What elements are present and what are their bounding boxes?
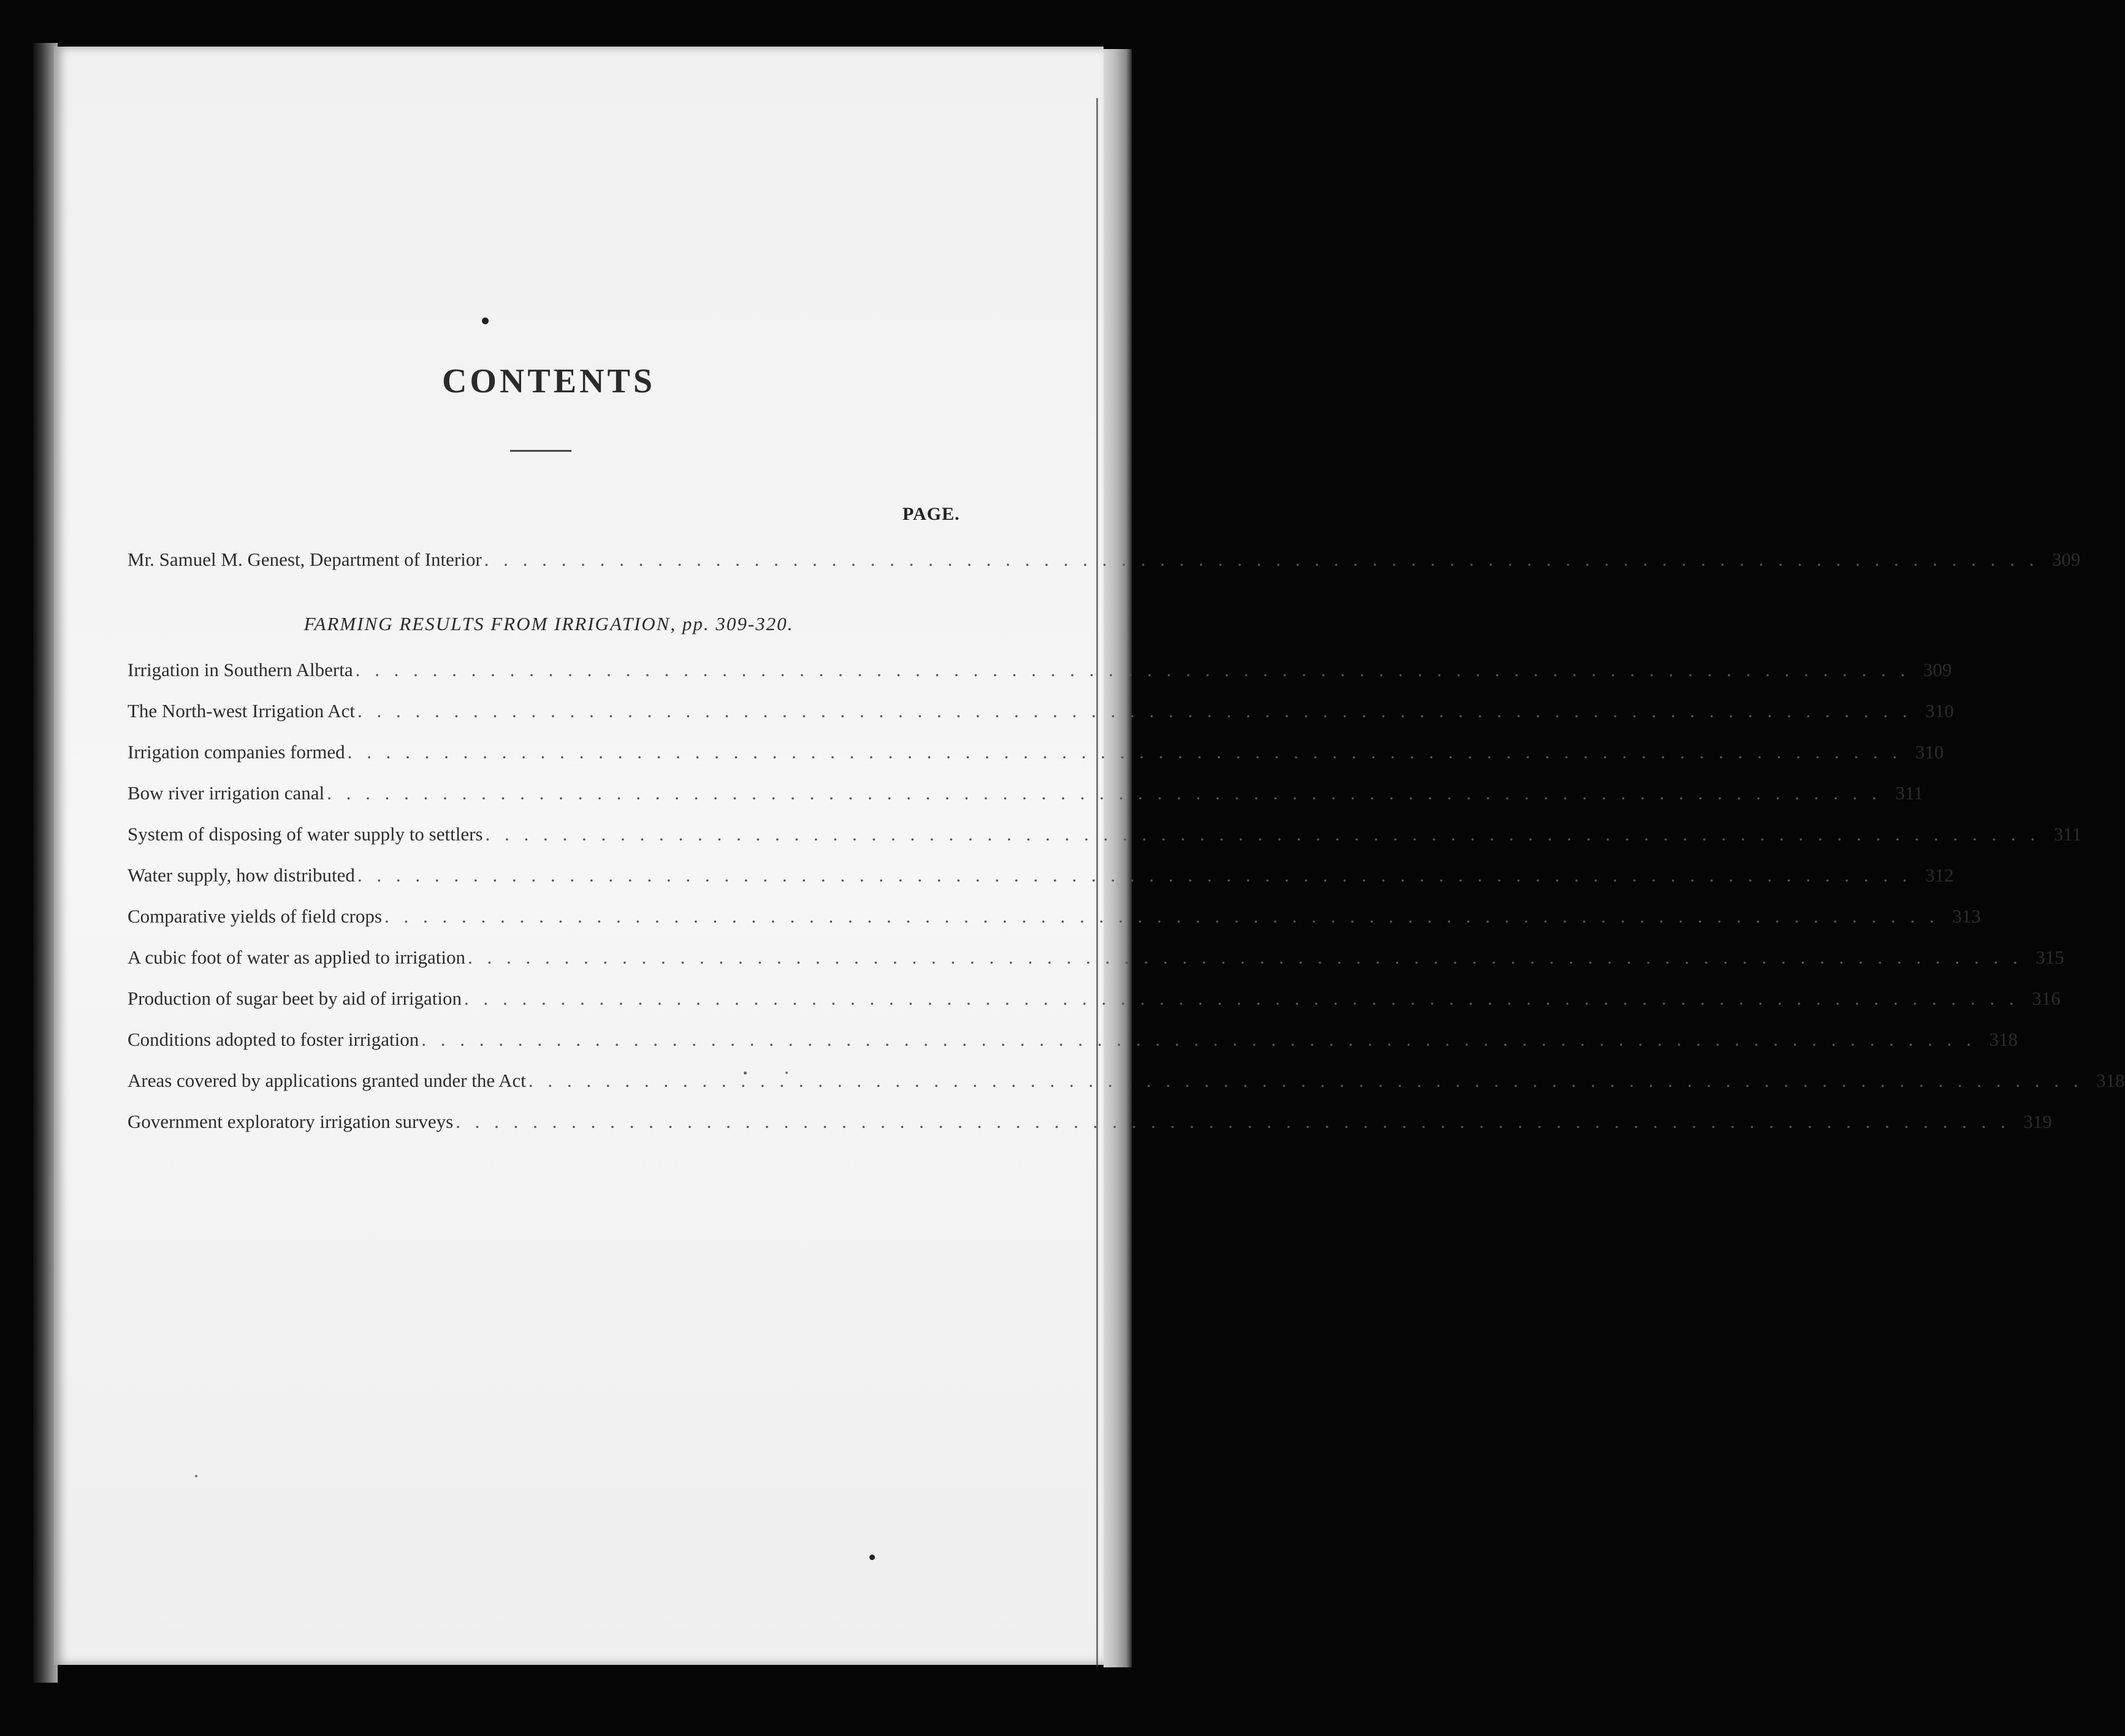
toc-entry	[128, 988, 2061, 1015]
toc-entry-page: 318	[1989, 1029, 2018, 1050]
toc-entry-page: 310	[1925, 700, 1954, 721]
leader-dots: . . . . . . . . . . . . . . . . . . . . . . . . . . . . . . . . . . . . . . . . . . . . . . . . . . . . . . . . . . . . . . . . . . . . . . . . . . . . . . . . .	[327, 782, 1882, 804]
toc-entry	[128, 782, 1923, 809]
leader-dots: . . . . . . . . . . . . . . . . . . . . . . . . . . . . . . . . . . . . . . . . . . . . . . . . . . . . . . . . . . . . . . . . . . . . . . . . . . . . . . . . .	[485, 823, 2040, 845]
leader-dots: . . . . . . . . . . . . . . . . . . . . . . . . . . . . . . . . . . . . . . . . . . . . . . . . . . . . . . . . . . . . . . . . . . . . . . . . . . . . . . . . .	[467, 946, 2023, 968]
toc-entry	[128, 659, 1952, 686]
toc-entry-page: 311	[2053, 823, 2082, 845]
toc-entry	[128, 549, 2081, 576]
toc-entry-page: 316	[2032, 988, 2061, 1009]
toc-entry-label: Mr. Samuel M. Genest, Department of Interior	[128, 549, 482, 570]
leader-dots: . . . . . . . . . . . . . . . . . . . . . . . . . . . . . . . . . . . . . . . . . . . . . . . . . . . . . . . . . . . . . . . . . . . . . . . . . . . . . . . . .	[357, 864, 1912, 886]
leader-dots: . . . . . . . . . . . . . . . . . . . . . . . . . . . . . . . . . . . . . . . . . . . . . . . . . . . . . . . . . . . . . . . . . . . . . . . . . . . . . . . . .	[464, 988, 2019, 1009]
toc-entry	[128, 700, 1954, 727]
toc-entry	[128, 741, 1944, 768]
title-rule	[510, 450, 571, 452]
toc-entry-label: Government exploratory irrigation surveys	[128, 1111, 454, 1132]
leader-dots: . . . . . . . . . . . . . . . . . . . . . . . . . . . . . . . . . . . . . . . . . . . . . . . . . . . . . . . . . . . . . . . . . . . . . . . . . . . . . . . . .	[456, 1111, 2010, 1132]
ink-speck	[195, 1475, 197, 1477]
leader-dots: . . . . . . . . . . . . . . . . . . . . . . . . . . . . . . . . . . . . . . . . . . . . . . . . . . . . . . . . . . . . . . . . . . . . . . . . . . . . . . . . .	[347, 741, 1902, 763]
toc-entry-label: Comparative yields of field crops	[128, 905, 382, 927]
toc-entry	[128, 1029, 2018, 1056]
contents-title: CONTENTS	[441, 362, 656, 400]
ink-dot	[482, 318, 489, 324]
toc-entry-label: Bow river irrigation canal	[128, 782, 325, 804]
leader-dots: . . . . . . . . . . . . . . . . . . . . . . . . . . . . . . . . . . . . . . . . . . . . . . . . . . . . . . . . . . . . . . . . . . . . . . . . . . . . . . . . .	[421, 1029, 1977, 1050]
ink-dot	[869, 1555, 875, 1560]
toc-entry-page: 309	[2051, 549, 2081, 570]
page-stack-edge	[1104, 49, 1132, 1667]
toc-entry	[128, 946, 2064, 973]
toc-entry-label: Production of sugar beet by aid of irrigation	[128, 988, 462, 1009]
toc-entry	[128, 823, 2082, 850]
leader-dots: . . . . . . . . . . . . . . . . . . . . . . . . . . . . . . . . . . . . . . . . . . . . . . . . . . . . . . . . . . . . . . . . . . . . . . . . . . . . . . . . .	[528, 1070, 2083, 1091]
page-column-heading: PAGE.	[902, 504, 960, 524]
toc-entry-label: Irrigation in Southern Alberta	[128, 659, 353, 680]
toc-entry-label: Areas covered by applications granted under the Act	[128, 1070, 526, 1091]
toc-entry-page: 318	[2096, 1070, 2125, 1091]
toc-entry-label: System of disposing of water supply to settlers	[128, 823, 483, 845]
toc-entry-page: 315	[2035, 946, 2064, 968]
toc-entry-label: Irrigation companies formed	[128, 741, 345, 763]
toc-entry	[128, 1111, 2052, 1138]
toc-entry-label: Conditions adopted to foster irrigation	[128, 1029, 419, 1050]
document-page	[54, 47, 1104, 1665]
toc-entry	[128, 864, 1954, 891]
toc-entry-page: 313	[1952, 905, 1981, 927]
toc-entry-label: Water supply, how distributed	[128, 864, 355, 886]
toc-entry-page: 310	[1915, 741, 1944, 763]
leader-dots: . . . . . . . . . . . . . . . . . . . . . . . . . . . . . . . . . . . . . . . . . . . . . . . . . . . . . . . . . . . . . . . . . . . . . . . . . . . . . . . . .	[357, 700, 1912, 721]
leader-dots: . . . . . . . . . . . . . . . . . . . . . . . . . . . . . . . . . . . . . . . . . . . . . . . . . . . . . . . . . . . . . . . . . . . . . . . . . . . . . . . . .	[484, 549, 2039, 570]
toc-entry-page: 319	[2023, 1111, 2052, 1132]
leader-dots: . . . . . . . . . . . . . . . . . . . . . . . . . . . . . . . . . . . . . . . . . . . . . . . . . . . . . . . . . . . . . . . . . . . . . . . . . . . . . . . . .	[355, 659, 1910, 680]
toc-entry	[128, 905, 1981, 932]
toc-entry-page: 312	[1925, 864, 1954, 886]
section-heading: FARMING RESULTS FROM IRRIGATION, pp. 309-320.	[303, 613, 794, 634]
leader-dots: . . . . . . . . . . . . . . . . . . . . . . . . . . . . . . . . . . . . . . . . . . . . . . . . . . . . . . . . . . . . . . . . . . . . . . . . . . . . . . . . .	[384, 905, 1939, 927]
toc-entry-label: A cubic foot of water as applied to irrigation	[128, 946, 465, 968]
toc-entry-page: 311	[1895, 782, 1923, 804]
toc-entry-label: The North-west Irrigation Act	[128, 700, 356, 721]
toc-entry	[128, 1070, 2125, 1097]
toc-entry-page: 309	[1923, 659, 1952, 680]
